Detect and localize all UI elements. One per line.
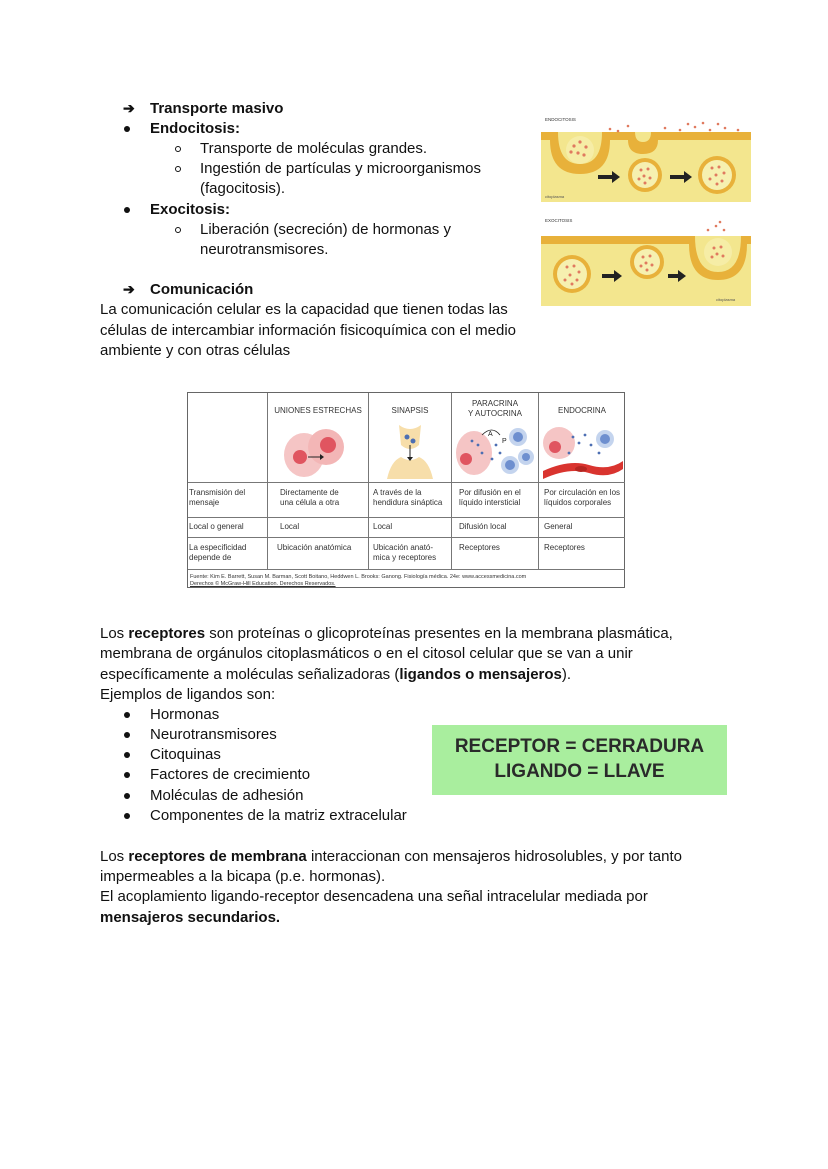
tight-junction-illustration: [268, 423, 368, 481]
table-cell: Receptores: [544, 543, 585, 552]
svg-text:EXOCITOSIS: EXOCITOSIS: [545, 218, 573, 223]
communication-table: [187, 392, 625, 588]
bullet-icon: [124, 712, 130, 718]
list-item: Factores de crecimiento: [150, 766, 311, 783]
paragraph-line: células de intercambiar información fisicoquímica con el medio: [100, 322, 517, 339]
synapse-illustration: [369, 423, 451, 481]
table-cell: Directamente de una célula a otra: [280, 488, 340, 507]
svg-text:citoplasma: citoplasma: [545, 194, 565, 199]
circle-bullet-icon: [175, 146, 181, 152]
circle-bullet-icon: [175, 166, 181, 172]
list-item: Transporte de moléculas grandes.: [200, 140, 428, 157]
bullet-icon: [124, 772, 130, 778]
table-header: UNIONES ESTRECHAS: [274, 406, 362, 415]
paracrine-illustration: [452, 423, 538, 481]
list-item: Neurotransmisores: [150, 726, 277, 743]
list-item: Ingestión de partículas y microorganismos: [200, 160, 481, 177]
table-cell: Ubicación anatómica: [277, 543, 352, 552]
paragraph-line: La comunicación celular es la capacidad que tienen todas las: [100, 301, 508, 318]
bullet-icon: [124, 793, 130, 799]
bullet-icon: [124, 813, 130, 819]
callout-line: RECEPTOR = CERRADURA: [454, 736, 705, 757]
table-header: ENDOCRINA: [557, 406, 606, 415]
paragraph-line: específicamente a moléculas señalizadoras (ligandos o mensajeros).: [100, 666, 572, 683]
svg-text:P: P: [502, 438, 507, 445]
table-cell: Por difusión en el líquido intersticial: [459, 488, 521, 507]
svg-text:A: A: [488, 431, 493, 438]
table-cell: A través de la hendidura sináptica: [373, 488, 443, 507]
bullet-icon: [124, 207, 130, 213]
table-header: Y AUTOCRINA: [468, 409, 522, 418]
table-cell: Difusión local: [459, 522, 507, 531]
bullet-icon: [124, 126, 130, 132]
list-item-cont: neurotransmisores.: [200, 241, 329, 258]
receptor-ligand-callout: [432, 725, 727, 795]
list-item-cont: (fagocitosis).: [200, 180, 286, 197]
paragraph-line: mensajeros secundarios.: [100, 909, 281, 926]
list-item: Componentes de la matriz extracelular: [150, 807, 407, 824]
paragraph-line: membrana de orgánulos citoplasmáticos o en el citosol celular que se van a unir: [100, 645, 633, 662]
row-label: La especificidad depende de: [189, 543, 247, 562]
arrow-icon: ➔: [123, 100, 135, 116]
list-item: Moléculas de adhesión: [150, 787, 304, 804]
list-item: Hormonas: [150, 706, 220, 723]
paragraph-line: El acoplamiento ligando-receptor desencadena una señal intracelular mediada por: [100, 888, 648, 905]
callout-line: LIGANDO = LLAVE: [494, 761, 665, 782]
svg-text:ENDOCITOSIS: ENDOCITOSIS: [545, 117, 576, 122]
table-cell: Local: [373, 522, 393, 531]
row-label: Local o general: [189, 522, 244, 531]
row-label: Transmisión del mensaje: [189, 488, 246, 507]
circle-bullet-icon: [175, 227, 181, 233]
table-cell: Local: [280, 522, 300, 531]
endocitosis-title: Endocitosis:: [150, 120, 241, 137]
svg-text:citoplasma: citoplasma: [716, 297, 736, 302]
endocrine-illustration: [539, 423, 625, 481]
table-copyright: Derechos © McGraw-Hill Education. Derechos Reservados.: [190, 581, 336, 587]
exocitosis-title: Exocitosis:: [150, 201, 231, 218]
arrow-icon: ➔: [123, 281, 135, 297]
heading-transporte-masivo: Transporte masivo: [150, 100, 284, 117]
table-header: PARACRINA: [471, 399, 519, 408]
ejemplos-title: Ejemplos de ligandos son:: [100, 686, 276, 703]
table-cell: Ubicación anató- mica y receptores: [373, 543, 437, 562]
table-cell: General: [544, 522, 573, 531]
endocytosis-exocytosis-figure: [540, 112, 752, 307]
heading-comunicacion: Comunicación: [150, 281, 254, 298]
paragraph-line: Los receptores de membrana interaccionan con mensajeros hidrosolubles, y por tanto: [100, 848, 682, 865]
paragraph-line: Los receptores son proteínas o glicoproteínas presentes en la membrana plasmática,: [100, 625, 673, 642]
paragraph-line: ambiente y con otras células: [100, 342, 291, 359]
paragraph-line: impermeables a la bicapa (p.e. hormonas).: [100, 868, 386, 885]
table-source: Fuente: Kim E. Barrett, Susan M. Barman, Scott Boitano, Heddwen L. Brooks: Ganong. Fisiología médica. 24e: www.accessmedicina.com: [190, 574, 527, 580]
bullet-icon: [124, 732, 130, 738]
list-item: Liberación (secreción) de hormonas y: [200, 221, 451, 238]
table-cell: Receptores: [459, 543, 500, 552]
bullet-icon: [124, 752, 130, 758]
table-header: SINAPSIS: [391, 406, 429, 415]
table-cell: Por circulación en los líquidos corporales: [544, 488, 621, 507]
list-item: Citoquinas: [150, 746, 221, 763]
